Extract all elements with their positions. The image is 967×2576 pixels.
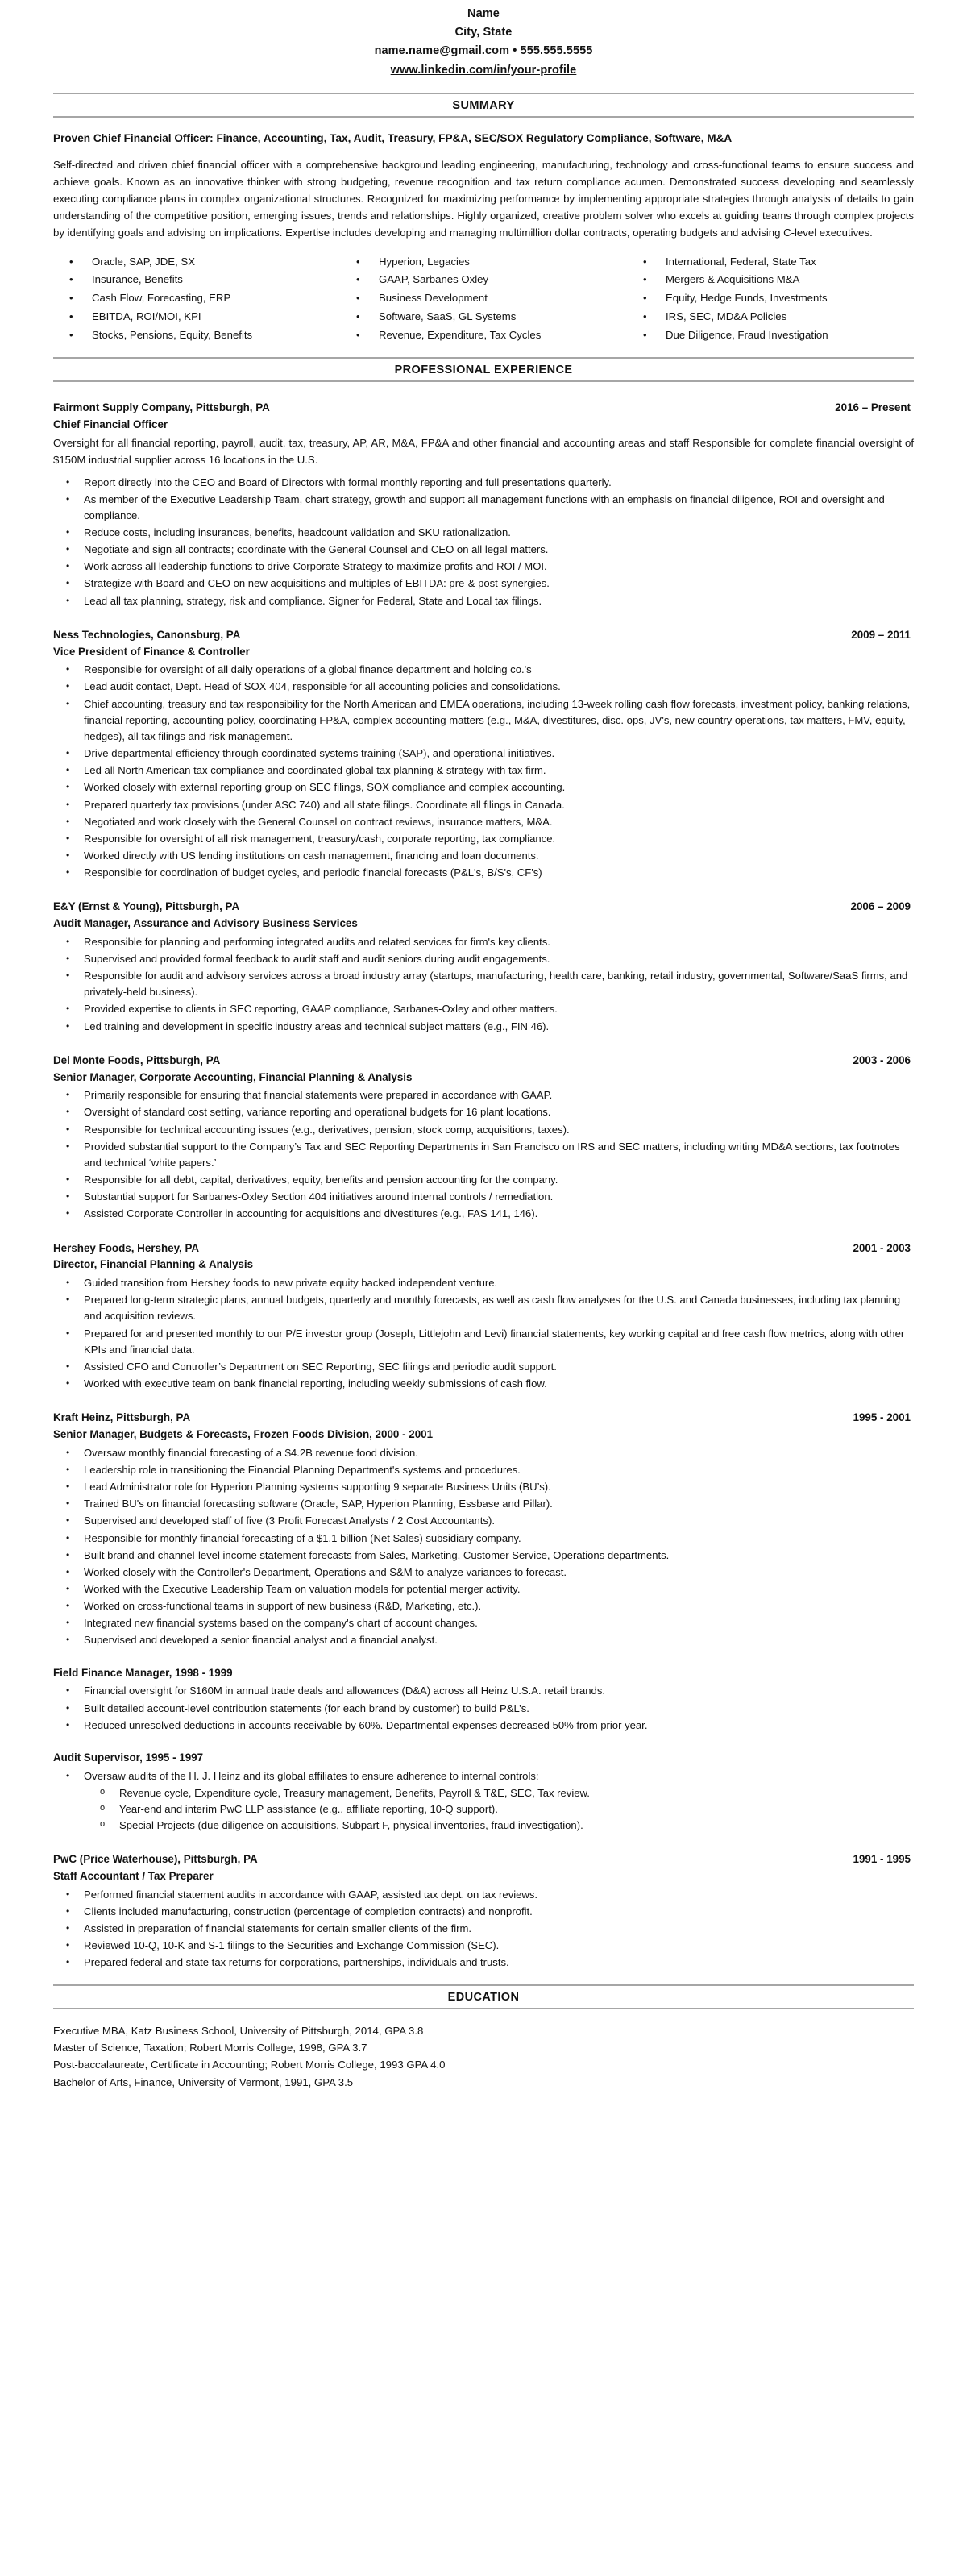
experience-bullet — [53, 1376, 914, 1392]
section-header-education — [53, 1984, 914, 2009]
skill-item — [637, 308, 914, 326]
bullet-icon: • — [66, 1123, 70, 1135]
bullet-icon: • — [66, 1582, 70, 1594]
bullet-text: Prepared long-term strategic plans, annual budgets, quarterly and monthly forecasts, as well as cash flow analyses for the U.S. and Canada businesses, including tax planning and acquisition reviews. — [84, 1294, 901, 1323]
experience-bullet — [53, 1122, 914, 1138]
bullet-icon: • — [66, 1565, 70, 1577]
experience-bullet — [53, 1001, 914, 1017]
skill-item — [63, 308, 340, 326]
bullet-text: Financial oversight for $160M in annual trade deals and allowances (D&A) across all Heinz U.S.A. retail brands. — [84, 1685, 606, 1697]
experience-bullet — [53, 1206, 914, 1222]
employer-name: Hershey Foods, Hershey, PA — [53, 1241, 200, 1254]
job-title: Staff Accountant / Tax Preparer — [53, 1870, 214, 1882]
experience-bullet — [53, 779, 914, 796]
experience-subbullet — [53, 1785, 914, 1801]
experience-entry-header — [53, 1410, 914, 1427]
experience-bullet — [53, 1598, 914, 1614]
bullet-icon: • — [66, 526, 70, 538]
experience-bullet — [53, 1548, 914, 1564]
bullet-icon: • — [66, 1617, 70, 1629]
bullet-icon: • — [66, 953, 70, 965]
bullet-icon: • — [66, 1548, 70, 1560]
bullet-text: Responsible for all debt, capital, derivatives, equity, benefits and pension accounting for the company. — [84, 1174, 558, 1186]
bullet-text: Report directly into the CEO and Board of Directors with formal monthly reporting and full presentations quarterly. — [84, 476, 612, 488]
bullet-text: Worked closely with external reporting group on SEC filings, SOX compliance and complex accounting. — [84, 781, 566, 794]
subbullet-text: Special Projects (due diligence on acquisitions, Subpart F, physical inventories, fraud investigation). — [119, 1819, 583, 1832]
circle-bullet-icon: o — [100, 1819, 106, 1830]
job-summary-text: Oversight for all financial reporting, payroll, audit, tax, treasury, AP, AR, M&A, FP&A and other financial and accounting areas and staff Responsible for complete financial oversight of $150M industrial supplier across 16 locations in the U.S. — [53, 436, 914, 466]
bullet-text: Prepared quarterly tax provisions (under ASC 740) and all state filings. Coordinate all filings in Canada. — [84, 798, 565, 811]
skill-item — [350, 308, 627, 326]
sub-role-title: Field Finance Manager, 1998 - 1999 — [53, 1666, 233, 1679]
experience-bullet — [53, 1531, 914, 1547]
sub-role-title: Audit Supervisor, 1995 - 1997 — [53, 1751, 204, 1764]
circle-bullet-icon: o — [100, 1786, 106, 1797]
bullet-text: Prepared federal and state tax returns for corporations, partnerships, individuals and trusts. — [84, 1956, 509, 1969]
sub-role-entry — [53, 1665, 914, 1734]
bullet-icon: • — [66, 1020, 70, 1032]
experience-bullet — [53, 475, 914, 491]
bullet-text: Trained BU's on financial forecasting software (Oracle, SAP, Hyperion Planning, Essbase and Pillar). — [84, 1498, 553, 1510]
job-title: Director, Financial Planning & Analysis — [53, 1258, 254, 1271]
candidate-name: Name — [467, 7, 500, 20]
employment-dates: 2001 - 2003 — [853, 1241, 911, 1254]
bullet-text: Lead audit contact, Dept. Head of SOX 404, responsible for all accounting policies and consolidations. — [84, 680, 561, 693]
skill-item — [637, 326, 914, 345]
bullet-icon: • — [356, 310, 360, 322]
employer-name: Del Monte Foods, Pittsburgh, PA — [53, 1053, 221, 1066]
bullet-icon: • — [66, 594, 70, 606]
bullet-text: Assisted Corporate Controller in accounting for acquisitions and divestitures (e.g., FAS 141, 146). — [84, 1207, 538, 1220]
bullet-text: Worked with executive team on bank financial reporting, including weekly submissions of cash flow. — [84, 1377, 547, 1390]
bullet-icon: • — [643, 310, 647, 322]
employer-name: Fairmont Supply Company, Pittsburgh, PA — [53, 401, 270, 414]
bullet-icon: • — [66, 1207, 70, 1219]
skill-label: Equity, Hedge Funds, Investments — [666, 292, 828, 305]
experience-bullet — [53, 1479, 914, 1495]
bullet-text: Guided transition from Hershey foods to new private equity backed independent venture. — [84, 1277, 498, 1290]
bullet-icon: • — [66, 1360, 70, 1372]
experience-bullet — [53, 662, 914, 678]
skill-item — [350, 253, 627, 272]
employment-dates: 2009 – 2011 — [851, 628, 911, 641]
skill-item — [63, 253, 340, 272]
bullet-text: Provided substantial support to the Company’s Tax and SEC Reporting Departments in San Francisco on IRS and SEC matters, including writing MD&A sections, tax footnotes and technical ‘white papers.’ — [84, 1140, 900, 1169]
summary-headline: Proven Chief Financial Officer: Finance, Accounting, Tax, Audit, Treasury, FP&A, SEC/SOX Regulatory Compliance, Software, M&A — [53, 131, 733, 144]
employment-dates: 2006 – 2009 — [850, 900, 911, 913]
bullet-icon: • — [66, 1956, 70, 1968]
experience-bullet — [53, 1445, 914, 1461]
bullet-text: Substantial support for Sarbanes-Oxley Section 404 initiatives around internal controls / remediation. — [84, 1190, 554, 1203]
experience-bullet — [53, 746, 914, 762]
bullet-icon: • — [66, 764, 70, 776]
employer-name: E&Y (Ernst & Young), Pittsburgh, PA — [53, 900, 240, 913]
experience-bullet — [53, 1326, 914, 1358]
skills-column-3 — [627, 253, 914, 345]
skills-grid — [53, 253, 914, 345]
bullet-icon: • — [69, 310, 73, 322]
bullet-text: Provided expertise to clients in SEC reporting, GAAP compliance, Sarbanes-Oxley and other matters. — [84, 1003, 558, 1016]
skill-item — [63, 289, 340, 308]
experience-bullet — [53, 1189, 914, 1205]
experience-list — [53, 400, 914, 1971]
experience-entry — [53, 627, 914, 882]
experience-bullet — [53, 762, 914, 779]
bullet-text: Clients included manufacturing, construction (percentage of completion contracts) and nonprofit. — [84, 1905, 533, 1917]
bullet-text: Primarily responsible for ensuring that financial statements were prepared in accordance with GAAP. — [84, 1089, 553, 1102]
bullet-icon: • — [66, 1939, 70, 1951]
experience-entry — [53, 1410, 914, 1834]
section-title-education: EDUCATION — [447, 1990, 520, 2004]
experience-subbullet — [53, 1801, 914, 1818]
bullet-text: Responsible for coordination of budget cycles, and periodic financial forecasts (P&L's, B/S's, CF's) — [84, 866, 542, 879]
skill-label: Insurance, Benefits — [92, 273, 183, 286]
bullet-icon: • — [66, 1600, 70, 1612]
skill-label: Cash Flow, Forecasting, ERP — [92, 292, 231, 305]
job-bullet-list — [53, 1445, 914, 1649]
experience-entry-header — [53, 1240, 914, 1257]
bullet-icon: • — [66, 1685, 70, 1697]
bullet-icon: • — [356, 328, 360, 341]
employer-name: Ness Technologies, Canonsburg, PA — [53, 628, 241, 641]
bullet-text: As member of the Executive Leadership Team, chart strategy, growth and support all management functions with an emphasis on financial diligence, ROI and oversight and compliance. — [84, 492, 885, 521]
candidate-contact: name.name@gmail.com • 555.555.5555 — [374, 44, 593, 58]
skill-label: IRS, SEC, MD&A Policies — [666, 310, 787, 322]
bullet-icon: • — [66, 1531, 70, 1544]
experience-entry-header — [53, 899, 914, 916]
bullet-icon: • — [66, 1888, 70, 1900]
experience-subbullet — [53, 1818, 914, 1834]
skill-label: Stocks, Pensions, Equity, Benefits — [92, 328, 253, 341]
bullet-icon: • — [66, 747, 70, 759]
bullet-text: Integrated new financial systems based on the company's chart of account changes. — [84, 1617, 478, 1630]
education-entry: Post-baccalaureate, Certificate in Accounting; Robert Morris College, 1993 GPA 4.0 — [53, 2059, 446, 2071]
bullet-icon: • — [66, 1377, 70, 1390]
bullet-icon: • — [66, 1634, 70, 1646]
experience-bullet — [53, 1615, 914, 1631]
job-title: Chief Financial Officer — [53, 418, 168, 431]
experience-entry — [53, 1053, 914, 1223]
bullet-text: Lead all tax planning, strategy, risk and compliance. Signer for Federal, State and Local tax filings. — [84, 594, 542, 607]
experience-bullet — [53, 1701, 914, 1717]
bullet-text: Assisted CFO and Controller’s Department on SEC Reporting, SEC filings and periodic audit support. — [84, 1360, 557, 1373]
bullet-icon: • — [66, 970, 70, 982]
bullet-text: Supervised and provided formal feedback to audit staff and audit seniors during audit engagements. — [84, 953, 550, 966]
experience-bullet — [53, 1087, 914, 1103]
education-entry: Master of Science, Taxation; Robert Morris College, 1998, GPA 3.7 — [53, 2041, 367, 2054]
bullet-icon: • — [66, 815, 70, 827]
bullet-icon: • — [66, 663, 70, 675]
education-list — [53, 2022, 914, 2111]
bullet-icon: • — [66, 1514, 70, 1527]
skill-item — [637, 289, 914, 308]
bullet-icon: • — [66, 1718, 70, 1730]
experience-bullet — [53, 1359, 914, 1375]
bullet-icon: • — [66, 1277, 70, 1289]
experience-entry — [53, 899, 914, 1034]
experience-bullet — [53, 1462, 914, 1478]
experience-entry — [53, 1240, 914, 1393]
skill-label: Business Development — [379, 292, 488, 305]
bullet-text: Worked closely with the Controller's Department, Operations and S&M to analyze variances to forecast. — [84, 1565, 567, 1578]
experience-bullet — [53, 1019, 914, 1035]
experience-entry — [53, 1851, 914, 1971]
bullet-icon: • — [66, 1327, 70, 1339]
experience-bullet — [53, 814, 914, 830]
bullet-text: Prepared for and presented monthly to our P/E investor group (Joseph, Littlejohn and Levi) financial statements, key working capital and free cash flow metrics, along with other KPIs and financial data. — [84, 1327, 905, 1356]
experience-bullet — [53, 1718, 914, 1734]
bullet-icon: • — [643, 292, 647, 305]
bullet-text: Leadership role in transitioning the Financial Planning Department's systems and procedures. — [84, 1463, 521, 1476]
bullet-text: Built brand and channel-level income statement forecasts from Sales, Marketing, Customer Service, Operations departments. — [84, 1548, 670, 1561]
job-bullet-list — [53, 662, 914, 881]
education-entry: Bachelor of Arts, Finance, University of Vermont, 1991, GPA 3.5 — [53, 2075, 354, 2088]
bullet-icon: • — [66, 1905, 70, 1917]
skill-item — [63, 271, 340, 289]
bullet-text: Reduced unresolved deductions in accounts receivable by 60%. Departmental expenses decreased 50% from prior year. — [84, 1718, 648, 1731]
job-title: Senior Manager, Corporate Accounting, Financial Planning & Analysis — [53, 1070, 413, 1083]
bullet-text: Built detailed account-level contribution statements (for each brand by customer) to build P&L’s. — [84, 1701, 529, 1714]
bullet-icon: • — [66, 1140, 70, 1152]
experience-bullet — [53, 593, 914, 609]
bullet-icon: • — [66, 1481, 70, 1493]
section-title-experience: PROFESSIONAL EXPERIENCE — [394, 364, 573, 377]
experience-bullet — [53, 1564, 914, 1581]
bullet-text: Reviewed 10-Q, 10-K and S-1 filings to the Securities and Exchange Commission (SEC). — [84, 1939, 500, 1952]
bullet-icon: • — [66, 1174, 70, 1186]
skills-column-2 — [340, 253, 627, 345]
experience-bullet — [53, 1938, 914, 1954]
experience-bullet — [53, 1104, 914, 1120]
experience-bullet — [53, 492, 914, 524]
bullet-icon: • — [66, 680, 70, 692]
bullet-text: Worked with the Executive Leadership Team on valuation models for potential merger activity. — [84, 1582, 521, 1595]
experience-entry-header — [53, 1053, 914, 1070]
experience-bullet — [53, 696, 914, 745]
experience-bullet — [53, 1292, 914, 1324]
bullet-icon: • — [66, 697, 70, 709]
bullet-icon: • — [66, 476, 70, 488]
subbullet-text: Year-end and interim PwC LLP assistance (e.g., affiliate reporting, 10-Q support). — [119, 1802, 498, 1815]
bullet-text: Chief accounting, treasury and tax responsibility for the North American and EMEA operations, including 13-week rolling cash flow forecasts, investment policy, banking relations, financial reporting, accounting policy, coordinating FP&A, complex accounting matters (e.g., M&A, divestitures, disc. ops, JV's, new country operations, tax matters, FMV, equity, hedges), all tax filings and risk management. — [84, 697, 911, 742]
bullet-icon: • — [66, 781, 70, 793]
subbullet-text: Revenue cycle, Expenditure cycle, Treasury management, Benefits, Payroll & T&E, SEC, Tax review. — [119, 1786, 590, 1799]
skills-column-1 — [53, 253, 340, 345]
bullet-text: Worked directly with US lending institutions on cash management, financing and loan documents. — [84, 850, 539, 862]
skill-label: International, Federal, State Tax — [666, 255, 816, 268]
bullet-text: Drive departmental efficiency through coordinated systems training (SAP), and operational initiatives. — [84, 747, 555, 760]
job-title: Senior Manager, Budgets & Forecasts, Frozen Foods Division, 2000 - 2001 — [53, 1427, 434, 1440]
experience-bullet — [53, 934, 914, 950]
experience-entry-header — [53, 1851, 914, 1868]
experience-bullet — [53, 679, 914, 695]
skill-label: Software, SaaS, GL Systems — [379, 310, 517, 322]
bullet-icon: • — [66, 1922, 70, 1934]
job-bullet-list — [53, 1887, 914, 1971]
bullet-icon: • — [69, 328, 73, 341]
experience-bullet — [53, 1496, 914, 1512]
bullet-icon: • — [66, 577, 70, 589]
experience-bullet — [53, 1139, 914, 1171]
bullet-icon: • — [66, 1701, 70, 1714]
bullet-icon: • — [356, 292, 360, 305]
bullet-icon: • — [356, 273, 360, 286]
bullet-text: Responsible for audit and advisory services across a broad industry array (startups, manufacturing, health care, banking, retail industry, governmental, Software/SaaS firms, and privately-held business). — [84, 970, 908, 999]
experience-bullet — [53, 831, 914, 847]
experience-bullet — [53, 1768, 914, 1785]
employment-dates: 2016 – Present — [835, 401, 911, 414]
education-entry: Executive MBA, Katz Business School, University of Pittsburgh, 2014, GPA 3.8 — [53, 2024, 424, 2037]
skill-label: Revenue, Expenditure, Tax Cycles — [379, 328, 542, 341]
bullet-icon: • — [66, 866, 70, 879]
bullet-icon: • — [66, 1190, 70, 1203]
bullet-icon: • — [66, 798, 70, 810]
skill-item — [63, 326, 340, 345]
bullet-icon: • — [66, 1446, 70, 1458]
experience-bullet — [53, 1172, 914, 1188]
circle-bullet-icon: o — [100, 1802, 106, 1813]
bullet-text: Oversaw audits of the H. J. Heinz and its global affiliates to ensure adherence to internal controls: — [84, 1769, 539, 1782]
bullet-icon: • — [66, 832, 70, 844]
experience-bullet — [53, 1887, 914, 1903]
skill-label: Oracle, SAP, JDE, SX — [92, 255, 196, 268]
bullet-text: Strategize with Board and CEO on new acquisitions and multiples of EBITDA: pre-& post-synergies. — [84, 577, 550, 590]
bullet-icon: • — [66, 543, 70, 555]
bullet-text: Responsible for technical accounting issues (e.g., derivatives, pension, stock comp, acquisitions, taxes). — [84, 1123, 570, 1136]
bullet-icon: • — [356, 255, 360, 268]
bullet-icon: • — [66, 1769, 70, 1781]
bullet-icon: • — [66, 850, 70, 862]
resume-header — [53, 0, 914, 80]
skill-item — [350, 289, 627, 308]
sub-role-subbullet-list — [53, 1785, 914, 1834]
experience-bullet — [53, 1955, 914, 1971]
bullet-text: Supervised and developed a senior financial analyst and a financial analyst. — [84, 1634, 438, 1647]
experience-bullet — [53, 1921, 914, 1937]
summary-body: Self-directed and driven chief financial officer with a comprehensive background leading engineering, manufacturing, technology and cross-functional teams to ensure success and achieve goals. Known as an innovative thinker with strong budgeting, revenue recognition and tax return compliance acumen. Demonstrated success developing and seamlessly executing compliance plans in complex organizational structures. Recognized for maximizing performance by implementing appropriate strategies through analysis of details to gain understanding of the competitive position, emerging issues, trends and relationships. Highly organized, creative problem solver who excels at guiding teams through complex projects by identifying goals and advising on implications. Expertise includes developing and managing multimillion dollar contracts, operating budgets and advising C-level executives. — [53, 159, 914, 239]
employer-name: PwC (Price Waterhouse), Pittsburgh, PA — [53, 1853, 258, 1866]
bullet-icon: • — [643, 273, 647, 286]
bullet-icon: • — [66, 1003, 70, 1015]
skill-label: Hyperion, Legacies — [379, 255, 470, 268]
section-title-summary: SUMMARY — [452, 98, 515, 112]
bullet-text: Worked on cross-functional teams in support of new business (R&D, Marketing, etc.). — [84, 1600, 482, 1613]
bullet-text: Responsible for oversight of all daily operations of a global finance department and holding co.'s — [84, 663, 532, 676]
sub-role-bullet-list — [53, 1768, 914, 1785]
experience-bullet — [53, 797, 914, 813]
bullet-text: Led all North American tax compliance and coordinated global tax planning & strategy with tax firm. — [84, 764, 546, 777]
employment-dates: 1995 - 2001 — [853, 1411, 911, 1424]
sub-role-entry — [53, 1750, 914, 1834]
job-title: Vice President of Finance & Controller — [53, 645, 250, 658]
experience-bullet — [53, 559, 914, 575]
bullet-text: Work across all leadership functions to drive Corporate Strategy to maximize profits and ROI / MOI. — [84, 560, 547, 573]
bullet-icon: • — [66, 1089, 70, 1101]
section-header-experience — [53, 357, 914, 382]
bullet-text: Performed financial statement audits in accordance with GAAP, assisted tax dept. on tax reviews. — [84, 1888, 538, 1901]
bullet-text: Oversight of standard cost setting, variance reporting and operational budgets for 16 plant locations. — [84, 1106, 551, 1119]
bullet-text: Supervised and developed staff of five (3 Profit Forecast Analysts / 2 Cost Accountants). — [84, 1514, 495, 1527]
bullet-text: Led training and development in specific industry areas and technical subject matters (e.g., FIN 46). — [84, 1020, 550, 1032]
experience-entry — [53, 400, 914, 609]
skill-label: Mergers & Acquisitions M&A — [666, 273, 800, 286]
bullet-text: Oversaw monthly financial forecasting of a $4.2B revenue food division. — [84, 1446, 418, 1459]
experience-bullet — [53, 968, 914, 1000]
bullet-icon: • — [66, 1463, 70, 1475]
bullet-icon: • — [643, 328, 647, 341]
candidate-location: City, State — [454, 26, 513, 39]
bullet-text: Lead Administrator role for Hyperion Planning systems supporting 9 separate Business Units (BU’s). — [84, 1481, 551, 1494]
experience-bullet — [53, 1581, 914, 1598]
skill-item — [350, 271, 627, 289]
sub-role-bullet-list — [53, 1683, 914, 1733]
experience-bullet — [53, 1904, 914, 1920]
linkedin-link[interactable]: www.linkedin.com/in/your-profile — [390, 63, 577, 77]
skill-label: GAAP, Sarbanes Oxley — [379, 273, 489, 286]
bullet-icon: • — [643, 255, 647, 268]
bullet-icon: • — [66, 935, 70, 947]
job-title: Audit Manager, Assurance and Advisory Business Services — [53, 917, 358, 930]
experience-bullet — [53, 1683, 914, 1699]
bullet-icon: • — [66, 1106, 70, 1118]
bullet-icon: • — [66, 492, 70, 505]
experience-bullet — [53, 1632, 914, 1648]
bullet-text: Negotiate and sign all contracts; coordinate with the General Counsel and CEO on all legal matters. — [84, 543, 549, 556]
bullet-icon: • — [69, 292, 73, 305]
bullet-icon: • — [66, 560, 70, 572]
experience-bullet — [53, 1513, 914, 1529]
experience-bullet — [53, 951, 914, 967]
bullet-icon: • — [69, 255, 73, 268]
employment-dates: 2003 - 2006 — [853, 1053, 911, 1066]
job-bullet-list — [53, 1087, 914, 1222]
bullet-icon: • — [66, 1498, 70, 1510]
skill-item — [637, 253, 914, 272]
bullet-text: Negotiated and work closely with the General Counsel on contract reviews, insurance matters, M&A. — [84, 815, 553, 828]
bullet-text: Responsible for planning and performing integrated audits and related services for firm's key clients. — [84, 935, 550, 948]
bullet-icon: • — [66, 1294, 70, 1306]
employer-name: Kraft Heinz, Pittsburgh, PA — [53, 1411, 191, 1424]
skill-item — [637, 271, 914, 289]
bullet-text: Responsible for oversight of all risk management, treasury/cash, corporate reporting, tax compliance. — [84, 832, 556, 845]
bullet-text: Assisted in preparation of financial statements for certain smaller clients of the firm. — [84, 1922, 472, 1935]
experience-entry-header — [53, 627, 914, 644]
job-bullet-list — [53, 475, 914, 609]
experience-bullet — [53, 525, 914, 541]
experience-bullet — [53, 575, 914, 592]
section-header-summary — [53, 93, 914, 118]
bullet-text: Responsible for monthly financial forecasting of a $1.1 billion (Net Sales) subsidiary company. — [84, 1531, 521, 1544]
job-bullet-list — [53, 1275, 914, 1392]
bullet-text: Reduce costs, including insurances, benefits, headcount validation and SKU rationalization. — [84, 526, 511, 538]
experience-bullet — [53, 848, 914, 864]
experience-entry-header — [53, 400, 914, 417]
job-bullet-list — [53, 934, 914, 1035]
skill-label: Due Diligence, Fraud Investigation — [666, 328, 828, 341]
employment-dates: 1991 - 1995 — [853, 1853, 911, 1866]
experience-bullet — [53, 542, 914, 558]
bullet-icon: • — [69, 273, 73, 286]
skill-item — [350, 326, 627, 345]
skill-label: EBITDA, ROI/MOI, KPI — [92, 310, 201, 322]
experience-bullet — [53, 865, 914, 881]
experience-bullet — [53, 1275, 914, 1291]
